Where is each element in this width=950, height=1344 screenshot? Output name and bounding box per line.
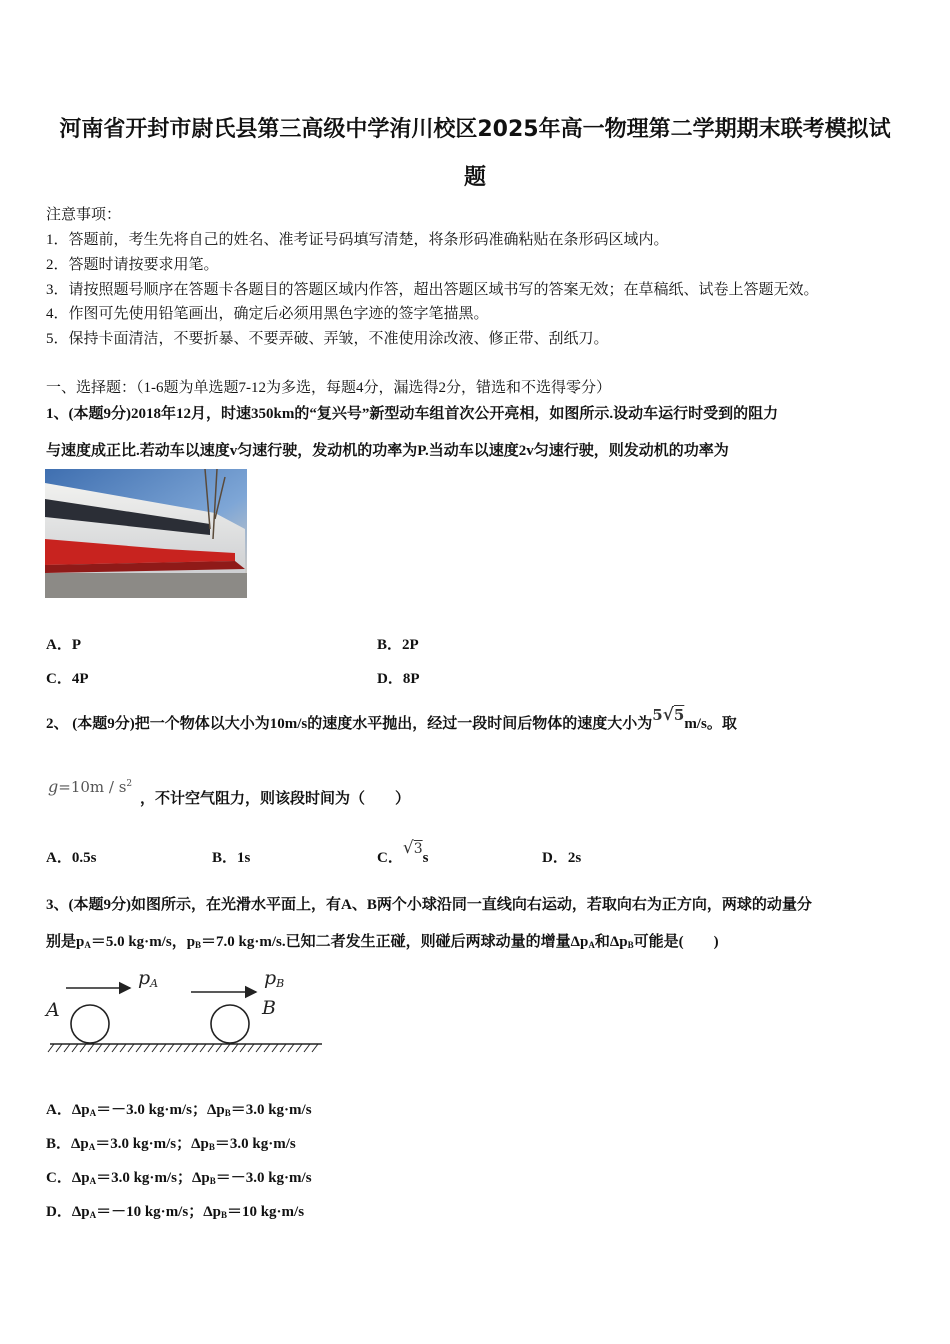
q3-stem-line2 (46, 930, 719, 951)
q3-option-c-sub-a: A (89, 1176, 97, 1186)
q3-option-c-mid: ＝3.0 kg·m/s；Δp (96, 1170, 210, 1186)
q1-stem-line2: 与速度成正比.若动车以速度v匀速行驶，发动机的功率为P.当动车以速度2v匀速行驶，则发动机的功率为 (46, 443, 729, 459)
q3-option-c-post: ＝－3.0 kg·m/s (215, 1170, 312, 1186)
sqrt-icon: √ (402, 838, 414, 858)
q1-stem-line1: 1、(本题9分)2018年12月，时速350km的“复兴号”新型动车组首次公开亮相，如图所示.设动车运行时受到的阻力 (46, 406, 779, 422)
q3-option-a-pre: A．Δp (46, 1102, 90, 1118)
q3-option-d-sub-b: B (220, 1210, 227, 1220)
q1-option-d[interactable]: D．8P (377, 671, 420, 687)
q2-option-a[interactable]: A．0.5s (46, 850, 97, 866)
q3-stem-seg-c: ＝7.0 kg·m/s.已知二者发生正碰，则碰后两球动量的增量Δp (201, 934, 589, 950)
q2-stem-text-a: 2、 (本题9分)把一个物体以大小为10m/s的速度水平抛出，经过一段时间后物体的速度大小为 (46, 716, 653, 732)
fig-p-a: pA (138, 967, 159, 990)
ground-hatching (48, 1044, 318, 1052)
fig-p-b: pB (264, 967, 285, 990)
q3-option-c-pre: C．Δp (46, 1170, 90, 1186)
page-title-line1: 河南省开封市尉氏县第三高级中学洧川校区2025年高一物理第二学期期末联考模拟试 (59, 117, 891, 142)
q3-stem-seg-e: 可能是( ) (633, 934, 719, 950)
q1-option-c[interactable]: C．4P (46, 671, 89, 687)
q3-option-b-sub-a: A (88, 1142, 96, 1152)
fig-label-a: A (46, 999, 60, 1021)
q3-option-d-pre: D．Δp (46, 1204, 90, 1220)
q2-speed-radicand: 5 (673, 706, 685, 724)
q2-option-d[interactable]: D．2s (542, 850, 582, 866)
sqrt-icon: √ (662, 705, 674, 725)
q3-sub-a2: A (588, 940, 595, 950)
q2-speed-coef: 5 (652, 706, 663, 724)
fig-label-b: B (262, 997, 276, 1019)
q3-option-d[interactable] (46, 1200, 304, 1221)
notice-item-4: 4．作图可先使用铅笔画出，确定后必须用黑色字迹的签字笔描黑。 (46, 306, 489, 322)
q2-speed-formula (652, 706, 684, 724)
q3-sub-b: B (195, 940, 202, 950)
q3-option-d-sub-a: A (89, 1210, 97, 1220)
q3-option-b-sub-b: B (208, 1142, 215, 1152)
q3-option-a[interactable] (46, 1098, 312, 1119)
q2-g-symbol: g (48, 777, 59, 796)
page-title-line2: 题 (463, 165, 486, 190)
ball-a (71, 1005, 109, 1043)
q2-option-c[interactable] (377, 838, 429, 867)
q2-option-c-label: C． (377, 850, 403, 866)
q3-option-c[interactable] (46, 1166, 312, 1187)
q2-g-exp: 2 (126, 779, 133, 789)
q3-stem-seg-a: 别是p (46, 934, 85, 950)
q3-option-b-mid: ＝3.0 kg·m/s；Δp (95, 1136, 209, 1152)
q2-g-value: =10m / s (58, 778, 127, 796)
notice-item-5: 5．保持卡面清洁，不要折暴、不要弄破、弄皱，不准使用涂改液、修正带、刮纸刀。 (46, 331, 609, 347)
two-balls-figure (44, 966, 324, 1058)
q3-stem-seg-d: 和Δp (594, 934, 628, 950)
q2-option-b[interactable]: B．1s (212, 850, 251, 866)
notice-item-1: 1．答题前，考生先将自己的姓名、准考证号码填写清楚，将条形码准确粘贴在条形码区域内。 (46, 232, 669, 248)
q2-stem-text-b: m/s。取 (684, 716, 737, 732)
q3-option-a-sub-b: B (224, 1108, 231, 1118)
q3-option-c-sub-b: B (209, 1176, 216, 1186)
q3-option-b-pre: B．Δp (46, 1136, 89, 1152)
q3-sub-a: A (84, 940, 91, 950)
q3-sub-b2: B (627, 940, 634, 950)
q3-stem-line1: 3、(本题9分)如图所示，在光滑水平面上，有A、B两个小球沿同一直线向右运动，若取向右为正方向，两球的动量分 (46, 897, 812, 913)
train-photo (45, 469, 247, 598)
notice-heading: 注意事项： (46, 207, 122, 223)
q3-option-d-post: ＝10 kg·m/s (226, 1204, 305, 1220)
q2-option-c-unit: s (422, 850, 429, 866)
q2-option-c-formula (402, 838, 423, 858)
q3-option-d-mid: ＝－10 kg·m/s；Δp (96, 1204, 221, 1220)
q3-option-a-mid: ＝－3.0 kg·m/s；Δp (96, 1102, 225, 1118)
q2-stem-line2: ，不计空气阻力，则该段时间为（ ） (140, 791, 411, 807)
ball-b (211, 1005, 249, 1043)
q3-option-a-post: ＝3.0 kg·m/s (230, 1102, 312, 1118)
q3-option-b-post: ＝3.0 kg·m/s (214, 1136, 296, 1152)
notice-item-3: 3．请按照题号顺序在答题卡各题目的答题区域内作答，超出答题区域书写的答案无效；在草稿纸、试卷上答题无效。 (46, 282, 819, 298)
q2-g-formula (48, 777, 132, 797)
notice-item-2: 2．答题时请按要求用笔。 (46, 257, 219, 273)
q1-option-a[interactable]: A．P (46, 637, 81, 653)
section-heading: 一、选择题：（1-6题为单选题7-12为多选，每题4分，漏选得2分，错选和不选得零分） (46, 380, 611, 396)
q3-option-a-sub-a: A (89, 1108, 97, 1118)
q3-option-b[interactable] (46, 1132, 296, 1153)
q3-stem-seg-b: ＝5.0 kg·m/s，p (90, 934, 196, 950)
q1-option-b[interactable]: B．2P (377, 637, 419, 653)
q2-option-c-radicand: 3 (413, 841, 423, 857)
q2-stem-line1 (46, 705, 737, 733)
